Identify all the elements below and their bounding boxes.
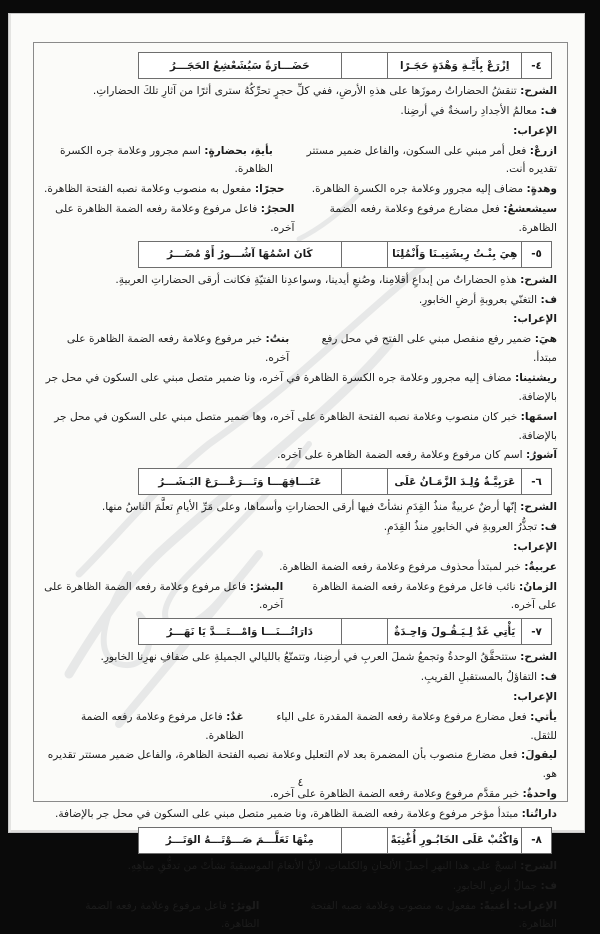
irab-label: الإعراب: [513, 899, 557, 912]
irab-term: حجرًا: [254, 183, 285, 196]
irab-term: وهدةٍ: [526, 183, 557, 196]
irab-seg-right [312, 180, 557, 199]
irab-term: ازرعْ: [529, 144, 557, 157]
hemistich-2: عَنَـــاقِهَـــا وَتَـــرَعْـــرَعَ البَـشَـــرُ [158, 475, 322, 488]
irab-seg-right [293, 578, 557, 616]
irab-text: خبر مقدَّم مرفوع وعلامة رفعه الضمة الظاهرة على آخره. [269, 788, 520, 801]
sharh-text: ستتحقَّقُ الوحدةُ وتجمعُ شملَ العربِ في أرضِنا، وتتمتّعُ بالليالي الجميلةِ على ضفافِ نهرِنا الخابورِ. [100, 651, 517, 664]
irab-text: اسم مجرور وعلامة جره الكسرة الظاهرة. [59, 144, 273, 176]
sharh-line [44, 82, 557, 101]
irab-seg-right [283, 142, 557, 180]
sharh-text: تنقشُ الحضاراتُ رموزَها على هذهِ الأرضِ، ففي كلِّ حجرٍ تحرِّكُهُ سترى أثرًا من آثارِ تلكَ الحضاراتِ. [92, 85, 517, 97]
irab-text: فاعل مرفوع وعلامة رفعه الضمة الظاهرة على آخره. [44, 580, 284, 612]
irab-text: خبر مرفوع وعلامة رفعه الضمة الظاهرة على آخره. [66, 333, 290, 365]
fikra-text: تجذُّرُ العروبةِ في الخابورِ منذُ القِدَمِ. [383, 521, 538, 534]
verse-table [138, 52, 552, 79]
irab-row [44, 897, 557, 934]
sharh-label: الشرح: [520, 651, 557, 664]
irab-text: مبتدأ مؤخر مرفوع وعلامة رفعه الضمة الظاهرة، ونا ضمير متصل مبني على السكون في محل جر بالإضافة. [55, 808, 519, 820]
exercise-item-7 [44, 618, 557, 824]
irab-seg-left [44, 142, 273, 180]
sharh-label: الشرح: [520, 85, 557, 97]
irab-text: فعل مضارع مرفوع وعلامة رفعه الضمة الظاهرة. [329, 203, 557, 234]
irab-text: اسم كان مرفوع وعلامة رفعه الضمة الظاهرة على آخره. [277, 449, 523, 462]
irab-term: واحدةٌ: [522, 788, 557, 801]
verse-number: ٦- [521, 469, 551, 494]
irab-term: الزمانُ: [518, 580, 557, 593]
fikra-label: ف: [540, 671, 557, 684]
irab-text: مفعول به منصوب وعلامة نصبه الفتحة الظاهرة. [310, 899, 557, 931]
hemistich-1: عَرَبِيَّـةٌ وُلِـدَ الزَّمَـانُ عَلَى [387, 469, 521, 494]
fikra-line [44, 877, 557, 896]
fikra-text: معالمُ الأجدادِ راسخةٌ في أرضِنا. [400, 104, 538, 117]
fikra-line [44, 518, 557, 537]
exercise-item-5 [44, 241, 557, 465]
irab-heading: الإعراب: [513, 124, 557, 137]
irab-row [44, 446, 557, 465]
verse-number: ٤- [521, 53, 551, 78]
scanned-document-page [8, 13, 585, 931]
irab-term: بأيةِ، بحضارةٍ: [204, 144, 273, 157]
irab-term: عربيةٌ: [524, 560, 557, 573]
fikra-label: ف: [540, 521, 557, 534]
irab-seg-left [44, 708, 244, 746]
irab-term: اسمَها: [520, 410, 557, 423]
verse-gap-cell [341, 828, 388, 853]
sharh-label: الشرح: [520, 859, 557, 872]
irab-seg-left [44, 330, 289, 368]
verse-table [138, 618, 552, 645]
exercise-item-6 [44, 468, 557, 615]
fikra-text: التفاؤلُ بالمستقبلِ القريبِ. [420, 671, 538, 684]
verse-gap-cell [341, 469, 388, 494]
sharh-line [44, 498, 557, 517]
hemistich-1: هِيَ بِنْـتُ رِيشَتِيـنَا وَأَنْمُلِنَا [387, 242, 521, 267]
hemistich-2: دَارَاتُـــنَـــا وَامْـــتَـــدَّ يَا نَهَـــرُ [166, 625, 313, 638]
verse-gap-cell [341, 619, 388, 644]
irab-seg-left [44, 897, 259, 934]
irab-row [44, 558, 557, 577]
exercise-item-4 [44, 52, 557, 238]
irab-seg-right [299, 330, 557, 368]
irab-term: ليقولَ: [521, 749, 557, 762]
irab-term: هيَ: [534, 333, 557, 346]
irab-term: آشورُ: [525, 449, 557, 462]
irab-text: خبر كان منصوب وعلامة نصبه الفتحة الظاهرة على آخره، وها ضمير متصل مبني على السكون في محل جر بالإضافة. [54, 410, 557, 442]
fikra-line [44, 668, 557, 687]
irab-heading: الإعراب: [513, 690, 557, 703]
irab-seg-left [44, 180, 285, 199]
irab-term: البشرُ: [249, 580, 284, 593]
irab-text: فعل مضارع مرفوع وعلامة رفعه الضمة المقدرة على الياء للثقل. [276, 710, 557, 742]
fikra-label: ف: [540, 104, 557, 117]
irab-text: مضاف إليه مجرور وعلامة جره الكسرة الظاهرة في آخره، ونا ضمير متصل مبني على السكون في محل جر بالإضافة. [45, 371, 557, 403]
irab-text: نائب فاعل مرفوع وعلامة رفعه الضمة الظاهرة على آخره. [312, 580, 557, 612]
irab-term: يأتي: [530, 710, 557, 723]
verse-number: ٨- [521, 828, 551, 853]
irab-term: بنتُ: [265, 333, 290, 346]
irab-seg-right [304, 200, 557, 238]
verse-table [138, 241, 552, 268]
irab-heading: الإعراب: [513, 540, 557, 553]
irab-row [44, 142, 557, 180]
irab-text: فاعل مرفوع وعلامة رفعه الضمة الظاهرة. [85, 899, 260, 931]
sharh-label: الشرح: [520, 501, 557, 514]
fikra-label: ف: [540, 293, 557, 306]
sharh-line [44, 648, 557, 667]
hemistich-2: مِنْهَا تَعَلَّـــمَ صَـــوْتَـــهُ الوَتَـــرُ [165, 834, 314, 847]
hemistich-1: اِزْرَعْ بِأَيَّـةِ وَهْدَةٍ حَجَـرًا [387, 53, 521, 78]
sharh-text: هذهِ الحضاراتُ من إبداعِ أقلامِنا، وصُنعِ أيدينا، وسواعدِنا الفتيّةِ فكانت أرقى الحضاراتِ العربيةِ. [115, 273, 517, 286]
fikra-text: التغنّي بعروبةِ أرضِ الخابورِ. [418, 293, 538, 306]
verse-table [138, 827, 552, 854]
fikra-label: ف: [540, 879, 557, 892]
sharh-text: إنّها أرضٌ عربيةٌ منذُ القِدَمِ نشأتْ فيها أرقى الحضاراتِ وأسماها، وعلى مَرِّ الأيامِ تعلَّمَ الناسُ منها. [101, 501, 517, 514]
hemistich-2: كَانَ اسْمُهَا آشُـــورُ أَوْ مُضَـــرُ [167, 248, 313, 261]
irab-text: فاعل مرفوع وعلامة رفعه الضمة الظاهرة على آخره. [55, 203, 295, 234]
fikra-line [44, 102, 557, 121]
fikra-text: جمالُ أرضِ الخابورِ. [452, 879, 538, 892]
irab-row [44, 708, 557, 746]
irab-row [44, 369, 557, 407]
hemistich-1: وَاكْتُبْ عَلَى الخَابُـورِ أُغْنِيَةً [387, 828, 521, 853]
irab-term: سيشعشعُ: [503, 203, 557, 216]
irab-row [44, 180, 557, 199]
sharh-line [44, 857, 557, 876]
verse-gap-cell [341, 53, 388, 78]
content-border-frame [33, 42, 568, 931]
irab-text: فاعل مرفوع وعلامة رفعه الضمة الظاهرة. [80, 710, 244, 742]
irab-text: فعل أمر مبني على السكون، والفاعل ضمير مستتر تقديره أنت. [306, 144, 557, 176]
irab-seg-left [44, 578, 283, 616]
irab-row [44, 805, 557, 824]
verse-table [138, 468, 552, 495]
irab-term: ريشتينا: [514, 371, 557, 384]
hemistich-1: يَأْتِي غَدٌ لِـيَـقُـولَ وَاحِـدَةٌ [387, 619, 521, 644]
irab-text: ضمير رفع منفصل مبني على الفتح في محل رفع مبتدأ. [321, 333, 557, 365]
page-content [34, 43, 567, 931]
sharh-label: الشرح: [520, 273, 557, 286]
sharh-text: انسجْ على هذا النهرِ أجملَ الألحانِ والكلماتِ، لأنَّ الأنغامَ الموسيقيةَ نشأتْ من تدفُّقِ مياهِهِ. [127, 859, 517, 872]
irab-text: مفعول به منصوب وعلامة نصبه الفتحة الظاهرة. [44, 183, 252, 196]
irab-seg-left [44, 200, 294, 238]
irab-term: غدٌ: [226, 710, 244, 723]
irab-term: الوترُ: [230, 899, 260, 912]
irab-seg-right [254, 708, 557, 746]
irab-text: خبر لمبتدأ محذوف مرفوع وعلامة رفعه الضمة الظاهرة. [279, 560, 521, 573]
hemistich-2: حَضَـــارَةً سَيُشَعْشِعُ الحَجَـــرُ [169, 59, 310, 72]
irab-seg-right [269, 897, 557, 934]
page-number: ٤ [297, 776, 304, 789]
verse-number: ٧- [521, 619, 551, 644]
verse-gap-cell [341, 242, 388, 267]
irab-row [44, 200, 557, 238]
sharh-line [44, 271, 557, 290]
irab-heading: الإعراب: [513, 313, 557, 326]
irab-row [44, 408, 557, 446]
irab-term: الحجرُ: [260, 203, 295, 216]
verse-number: ٥- [521, 242, 551, 267]
irab-term: أغنيةً: [479, 899, 510, 912]
exercise-item-8 [44, 827, 557, 934]
irab-row [44, 578, 557, 616]
fikra-line [44, 291, 557, 310]
irab-row [44, 330, 557, 368]
irab-term: داراتُنا: [521, 808, 557, 820]
irab-text: مضاف إليه مجرور وعلامة جره الكسرة الظاهرة. [311, 183, 524, 196]
irab-text: فعل مضارع منصوب بأن المضمرة بعد لام التعليل وعلامة نصبه الفتحة الظاهرة، والفاعل ضمير مستتر تقديره هو. [47, 749, 557, 781]
